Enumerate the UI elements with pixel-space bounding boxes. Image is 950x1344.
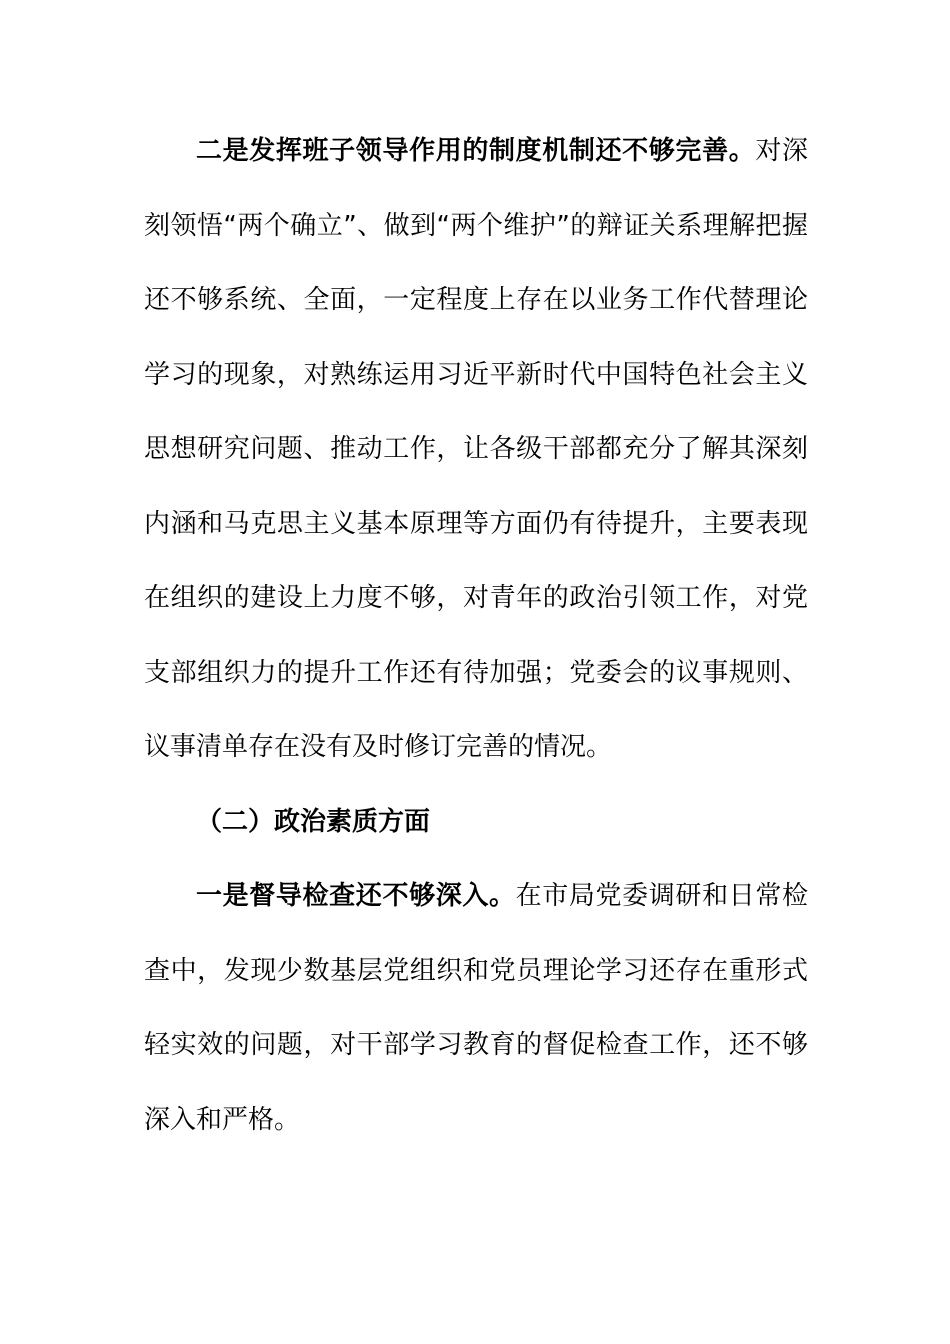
paragraph-supervision-inspection bbox=[144, 859, 808, 1157]
paragraph-institution-mechanism bbox=[144, 114, 808, 785]
section-heading: （二）政治素质方面 bbox=[196, 806, 431, 837]
paragraph-lead-sentence: 二是发挥班子领导作用的制度机制还不够完善。 bbox=[196, 136, 756, 166]
paragraph-lead-sentence: 一是督导检查还不够深入。 bbox=[196, 881, 516, 911]
document-body bbox=[144, 114, 808, 1157]
paragraph-body-text: 在市局党委调研和日常检查中，发现少数基层党组织和党员理论学习还存在重形式轻实效的问题，对干部学习教育的督促检查工作，还不够深入和严格。 bbox=[144, 881, 808, 1135]
paragraph-body-text: 对深刻领悟“两个确立”、做到“两个维护”的辩证关系理解把握还不够系统、全面，一定程度上存在以业务工作代替理论学习的现象，对熟练运用习近平新时代中国特色社会主义思想研究问题、推动工作，让各级干部都充分了解其深刻内涵和马克思主义基本原理等方面仍有待提升，主要表现在组织的建设上力度不够，对青年的政治引领工作，对党支部组织力的提升工作还有待加强；党委会的议事规则、议事清单存在没有及时修订完善的情况。 bbox=[144, 136, 808, 762]
